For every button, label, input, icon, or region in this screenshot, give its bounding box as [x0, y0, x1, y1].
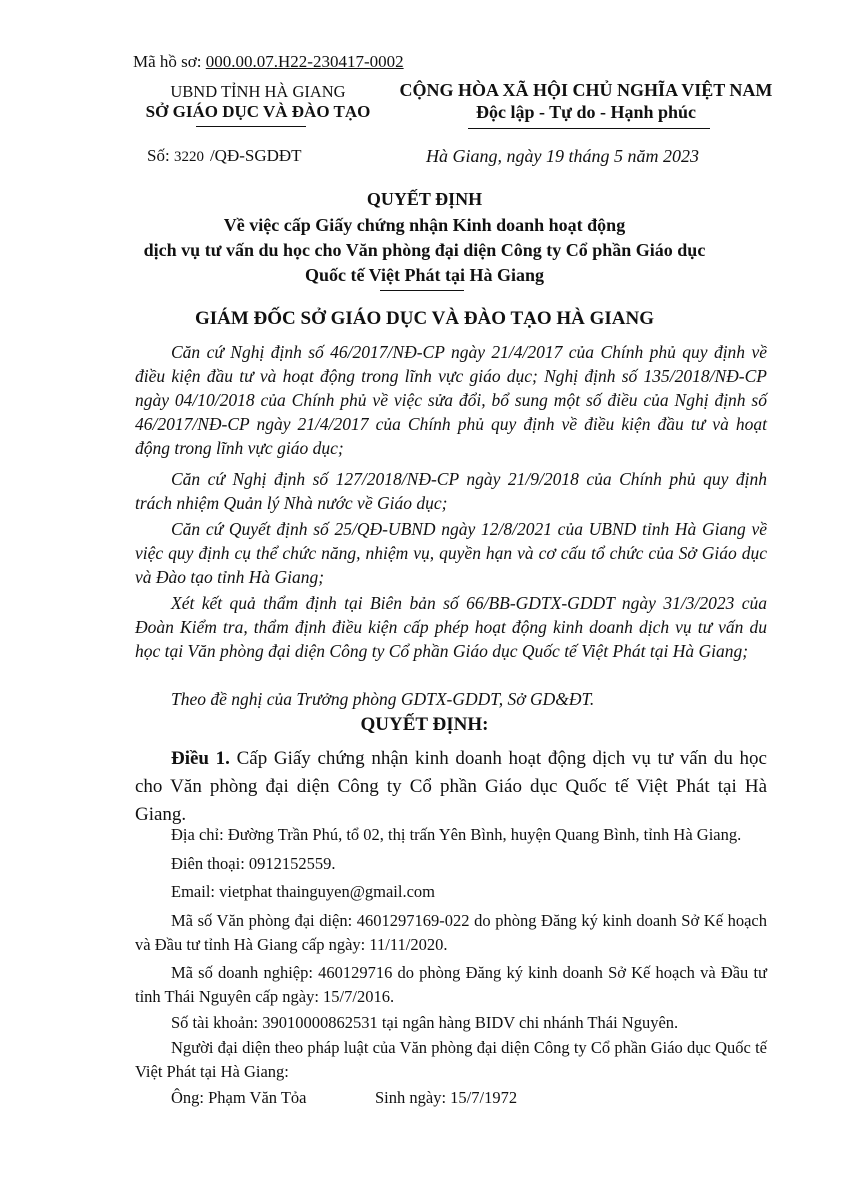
subject-line-1: Về việc cấp Giấy chứng nhận Kinh doanh hoạt động — [223, 215, 626, 235]
decision-title: QUYẾT ĐỊNH — [366, 189, 483, 209]
dossier-label: Mã hồ sơ: — [133, 52, 206, 71]
nation-motto: Độc lập - Tự do - Hạnh phúc — [475, 102, 697, 122]
decision-heading: QUYẾT ĐỊNH: — [360, 714, 489, 735]
dossier-code: 000.00.07.H22-230417-0002 — [205, 52, 404, 71]
basis-2: Căn cứ Nghị định số 127/2018/NĐ-CP ngày 21/9/2018 của Chính phủ quy định trách nhiệm Quản lý Nhà nước về Giáo dục; — [135, 469, 767, 513]
place-date: Hà Giang, ngày 19 tháng 5 năm 2023 — [426, 146, 699, 166]
agency-name: SỞ GIÁO DỤC VÀ ĐÀO TẠO — [145, 102, 371, 121]
motto-underline — [468, 128, 710, 129]
agency-top: UBND TỈNH HÀ GIANG — [170, 82, 346, 101]
nation-title: CỘNG HÒA XÃ HỘI CHỦ NGHĨA VIỆT NAM — [399, 80, 773, 100]
representative-dob: Sinh ngày: 15/7/1972 — [375, 1088, 518, 1107]
dossier-number — [133, 52, 404, 72]
basis-4: Xét kết quả thẩm định tại Biên bản số 66/BB-GDTX-GDDT ngày 31/3/2023 của Đoàn Kiểm tra, thẩm định điều kiện cấp phép hoạt động kinh doanh dịch vụ tư vấn du học tại Văn phòng đại diện Công ty Cổ phần Giáo dục Quốc tế Việt Phát tại Hà Giang; — [135, 593, 767, 661]
representative-intro: Người đại diện theo pháp luật của Văn phòng đại diện Công ty Cổ phần Giáo dục Quốc tế Việt Phát tại Hà Giang: — [135, 1038, 767, 1081]
office-code: Mã số Văn phòng đại diện: 4601297169-022 do phòng Đăng ký kinh doanh Sở Kế hoạch và Đầu tư tỉnh Hà Giang cấp ngày: 11/11/2020. — [135, 911, 767, 954]
bank-account: Số tài khoản: 39010000862531 tại ngân hàng BIDV chi nhánh Thái Nguyên. — [171, 1013, 679, 1032]
representative-name: Ông: Phạm Văn Tỏa — [171, 1088, 307, 1107]
number-suffix: /QĐ-SGDĐT — [209, 146, 302, 165]
article-1-label: Điều 1. — [171, 748, 230, 769]
office-email: Email: vietphat thainguyen@gmail.com — [171, 882, 436, 901]
authority-heading: GIÁM ĐỐC SỞ GIÁO DỤC VÀ ĐÀO TẠO HÀ GIANG — [194, 308, 655, 329]
title-underline — [380, 290, 464, 291]
office-address: Địa chỉ: Đường Trần Phú, tổ 02, thị trấn Yên Bình, huyện Quang Bình, tỉnh Hà Giang. — [171, 825, 742, 844]
number-value: 3220 — [173, 149, 204, 165]
basis-3: Căn cứ Quyết định số 25/QĐ-UBND ngày 12/8/2021 của UBND tỉnh Hà Giang về việc quy định cụ thể chức năng, nhiệm vụ, quyền hạn và cơ cấu tổ chức của Sở Giáo dục và Đào tạo tỉnh Hà Giang; — [135, 519, 767, 587]
document-number — [147, 146, 302, 166]
agency-underline — [196, 126, 306, 127]
basis-1: Căn cứ Nghị định số 46/2017/NĐ-CP ngày 21/4/2017 của Chính phủ quy định về điều kiện đầu tư và hoạt động trong lĩnh vực giáo dục; Nghị định số 135/2018/NĐ-CP ngày 04/10/2018 của Chính phủ về việc sửa đổi, bổ sung một số điều của Nghị định số 46/2017/NĐ-CP ngày 21/4/2017 của Chính phủ quy định về điều kiện đầu tư và hoạt động trong lĩnh vực giáo dục; — [135, 342, 767, 458]
basis-5: Theo đề nghị của Trưởng phòng GDTX-GDDT, Sở GD&ĐT. — [171, 689, 595, 709]
office-phone: Điên thoại: 0912152559. — [171, 854, 336, 873]
number-prefix: Số: — [147, 146, 174, 165]
enterprise-code: Mã số doanh nghiệp: 460129716 do phòng Đăng ký kinh doanh Sở Kế hoạch và Đầu tư tỉnh Thái Nguyên cấp ngày: 15/7/2016. — [135, 963, 767, 1006]
article-1-text: Cấp Giấy chứng nhận kinh doanh hoạt động dịch vụ tư vấn du học cho Văn phòng đại diện Công ty Cổ phần Giáo dục Quốc tế Việt Phát tại Hà Giang. — [135, 748, 767, 825]
subject-line-2: dịch vụ tư vấn du học cho Văn phòng đại diện Công ty Cổ phần Giáo dục — [143, 240, 706, 260]
subject-line-3: Quốc tế Việt Phát tại Hà Giang — [305, 265, 544, 285]
article-1 — [135, 745, 767, 829]
